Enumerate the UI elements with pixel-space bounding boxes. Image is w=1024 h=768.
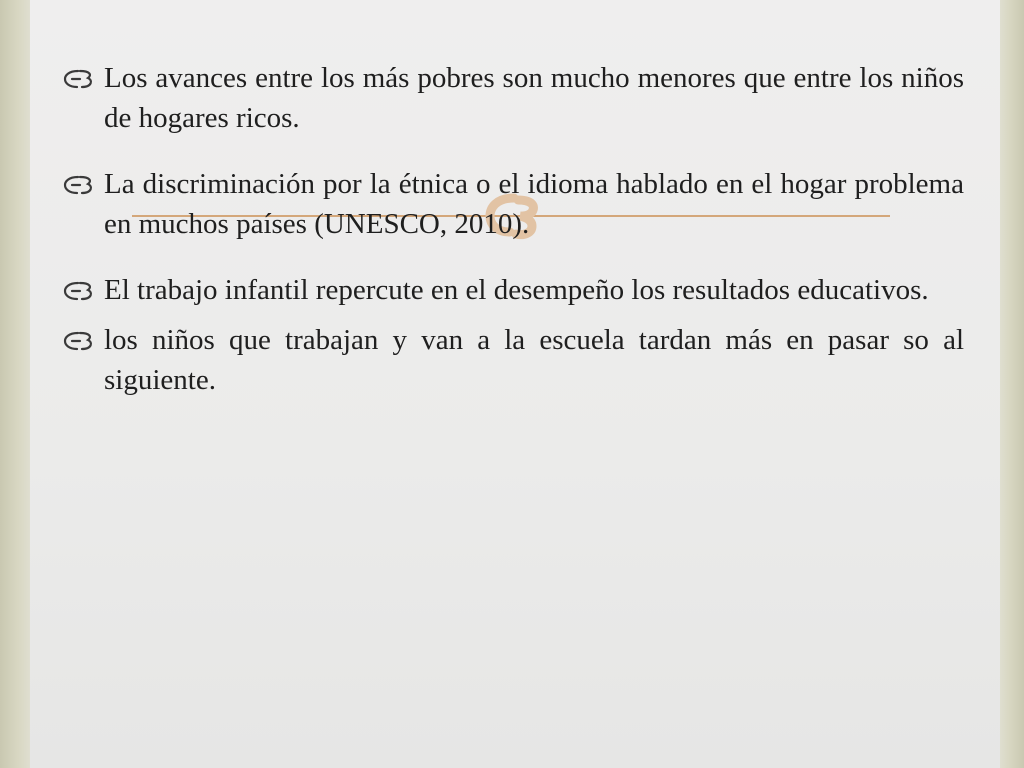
bullet-text: Los avances entre los más pobres son mucho menores que entre los niños de hogares ricos. <box>104 62 964 134</box>
bullet-item <box>60 270 964 310</box>
bullet-list <box>60 58 964 400</box>
bullet-item <box>60 164 964 244</box>
bullet-text: El trabajo infantil repercute en el desempeño los resultados educativos. <box>104 274 929 306</box>
bullet-text: La discriminación por la étnica o el idioma hablado en el hogar problema en muchos países (UNESCO, 2010). <box>104 168 964 240</box>
interlock-bullet-icon <box>60 330 98 352</box>
bullet-item <box>60 58 964 138</box>
interlock-bullet-icon <box>60 280 98 302</box>
slide-border-left <box>0 0 30 768</box>
bullet-text: los niños que trabajan y van a la escuela tardan más en pasar so al siguiente. <box>104 324 964 396</box>
slide-border-right <box>1000 0 1024 768</box>
interlock-bullet-icon <box>60 68 98 90</box>
interlock-bullet-icon <box>60 174 98 196</box>
bullet-item <box>60 320 964 400</box>
